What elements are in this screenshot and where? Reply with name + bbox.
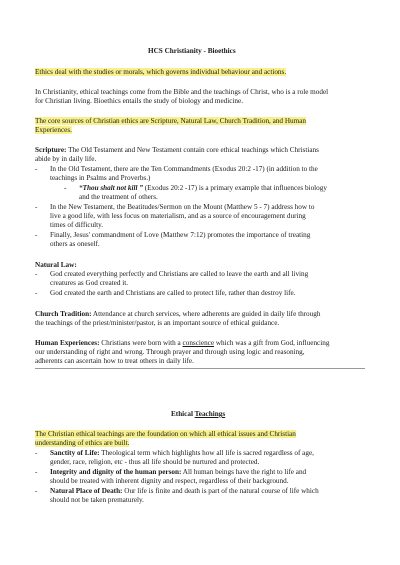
- natural-law-bullet-2: - God created the earth and Christians are called to protect life, rather than destroy life.: [50, 289, 295, 299]
- intro-line-2: for Christian living. Bioethics entails the study of biology and medicine.: [35, 97, 244, 105]
- teaching-bullet-2-cont: should be treated with inherent dignity and respect, regardless of their background.: [50, 477, 289, 485]
- human-experiences-line-3: adherents can ascertain how to treat others in daily life.: [35, 357, 194, 365]
- scripture-bullet-1: - In the Old Testament, there are the Ten Commandments (Exodus 20:2 -17) (in addition to the: [50, 165, 318, 175]
- scripture-sub-bullet: - “Thou shalt not kill ” (Exodus 20:2 -17) is a primary example that influences biology: [79, 184, 327, 194]
- ethical-teachings-title: Ethical Teachings: [171, 410, 226, 418]
- scripture-quote: “Thou shalt not kill ”: [79, 184, 143, 192]
- natural-law-bullet-1-cont: creatures as God created it.: [50, 279, 129, 287]
- teaching-bullet-3: - Natural Place of Death: Our life is finite and death is part of the natural course of life which: [50, 487, 319, 497]
- sources-line-2: Experiences.: [35, 126, 72, 134]
- scripture-bullet-2-cont-1: live a good life, with less focus on materialism, and as a source of encouragement during: [50, 212, 306, 220]
- sources-line-1: The core sources of Christian ethics are Scripture, Natural Law, Church Tradition, and Human: [35, 117, 306, 125]
- scripture-bullet-1-cont: teachings in Psalms and Proverbs.): [50, 174, 151, 182]
- scripture-bullet-3: - Finally, Jesus' commandment of Love (Matthew 7:12) promotes the importance of treating: [50, 231, 310, 241]
- church-tradition-line-1: Church Tradition: Attendance at church services, where adherents are guided in daily life through: [35, 310, 321, 318]
- intro-line-1: In Christianity, ethical teachings come from the Bible and the teachings of Christ, who is a role model: [35, 88, 329, 96]
- ethical-teachings-intro-1: The Christian ethical teachings are the foundation on which all ethical issues and Christian: [35, 430, 296, 438]
- teaching-bullet-3-cont: should not be taken prematurely.: [50, 496, 144, 504]
- scripture-line-1: Scripture: The Old Testament and New Testament contain core ethical teachings which Christians: [35, 146, 319, 154]
- human-experiences-heading: Human Experiences:: [35, 339, 100, 347]
- teaching-bullet-1-cont: gender, race, religion, etc - thus all life should be nurtured and protected.: [50, 458, 260, 466]
- conscience-word: conscience: [182, 339, 215, 347]
- human-experiences-line-2: our understanding of right and wrong. Through prayer and through using logic and reasoning,: [35, 348, 305, 356]
- ethics-definition: Ethics deal with the studies or morals, which governs individual behaviour and actions.: [35, 68, 287, 76]
- human-experiences-line-1: Human Experiences: Christians were born with a conscience which was a gift from God, influencing: [35, 339, 330, 347]
- scripture-bullet-2: - In the New Testament, the Beatitudes/Sermon on the Mount (Matthew 5 - 7) address how to: [50, 203, 314, 213]
- teaching-bullet-1: - Sanctity of Life: Theological term which highlights how all life is sacred regardless of age,: [50, 449, 314, 459]
- church-tradition-heading: Church Tradition:: [35, 310, 92, 318]
- natural-law-bullet-1: - God created everything perfectly and Christians are called to leave the earth and all living: [50, 270, 308, 280]
- document-title: HCS Christianity - Bioethics: [148, 47, 236, 55]
- scripture-sub-bullet-cont: and the treatment of others.: [79, 193, 158, 201]
- church-tradition-line-2: the teachings of the priest/minister/pastor, is an important source of ethical guidance.: [35, 319, 280, 327]
- scripture-heading: Scripture:: [35, 146, 67, 154]
- ethical-teachings-intro-2: understanding of ethics are built.: [35, 439, 130, 447]
- natural-law-heading: Natural Law:: [35, 261, 77, 269]
- scripture-bullet-2-cont-2: times of difficulty.: [50, 221, 104, 229]
- teaching-bullet-2: - Integrity and dignity of the human person: All human beings have the right to life and: [50, 468, 306, 478]
- scripture-line-2: abide by in daily life.: [35, 155, 97, 163]
- section-divider: [35, 368, 365, 369]
- scripture-bullet-3-cont: others as oneself.: [50, 240, 100, 248]
